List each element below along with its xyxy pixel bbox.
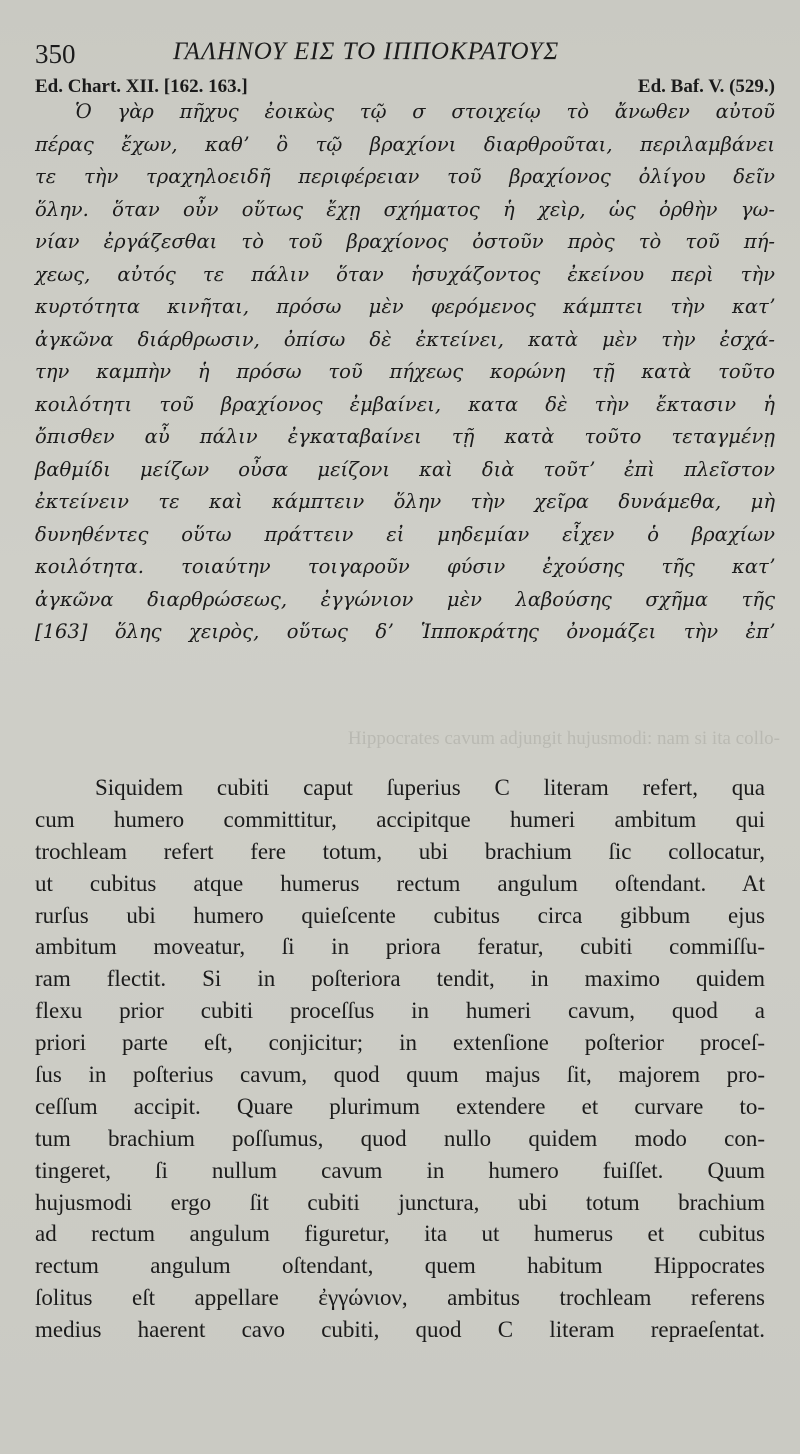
greek-line: ἐκτείνειν τε καὶ κάμπτειν ὅλην τὴν χεῖρα δυνάμεθα, μὴ bbox=[35, 490, 775, 513]
latin-line: trochleam refert fere totum, ubi brachium ſic collocatur, bbox=[35, 838, 765, 864]
greek-line: πέρας ἔχων, καθʼ ὃ τῷ βραχίονι διαρθροῦται, περιλαμβάνει bbox=[35, 132, 775, 156]
latin-line: tum brachium poſſumus, quod nullo quidem modo con- bbox=[35, 1125, 765, 1151]
latin-line: flexu prior cubiti proceſſus in humeri cavum, quod a bbox=[35, 998, 765, 1024]
greek-line: κοιλότητα. τοιαύτην τοιγαροῦν φύσιν ἐχούσης τῆς κατʼ bbox=[35, 555, 775, 578]
running-title: ΓΑΛΗΝΟΥ ΕΙΣ ΤΟ ΙΠΠΟΚΡΑΤΟΥΣ bbox=[173, 38, 560, 65]
greek-line: βαθμίδι μείζων οὖσα μείζονι καὶ διὰ τοῦτʼ ἐπὶ πλεῖστον bbox=[35, 457, 775, 481]
greek-line: Ὁ γὰρ πῆχυς ἐοικὼς τῷ σ στοιχείῳ τὸ ἄνωθεν αὐτοῦ bbox=[75, 100, 775, 123]
page-number: 350 bbox=[35, 39, 76, 69]
latin-line: ram flectit. Si in poſteriora tendit, in maximo quidem bbox=[35, 966, 765, 992]
edition-reference-chartier: Ed. Chart. XII. [162. 163.] bbox=[35, 76, 248, 97]
greek-text-block bbox=[35, 96, 775, 649]
greek-line: δυνηθέντες οὕτω πράττειν εἰ μηδεμίαν εἶχεν ὁ βραχίων bbox=[35, 522, 775, 546]
page-header bbox=[35, 34, 780, 74]
greek-line: τε τὴν τραχηλοειδῆ περιφέρειαν τοῦ βραχίονος ὀλίγου δεῖν bbox=[35, 165, 775, 188]
greek-line: [163] ὅλης χειρὸς, οὕτως δʼ Ἱπποκράτης ὀνομάζει τὴν ἐπʼ bbox=[35, 620, 775, 643]
greek-line: νίαν ἐργάζεσθαι τὸ τοῦ βραχίονος ὀστοῦν πρὸς τὸ τοῦ πή- bbox=[35, 230, 775, 253]
latin-line: tingeret, ſi nullum cavum in humero fuiſſet. Quum bbox=[35, 1157, 765, 1183]
latin-line: rectum angulum oſtendant, quem habitum Hippocrates bbox=[35, 1253, 765, 1279]
greek-line: κοιλότητι τοῦ βραχίονος ἐμβαίνει, κατα δὲ τὴν ἔκτασιν ἡ bbox=[35, 392, 775, 416]
greek-line: την καμπὴν ἡ πρόσω τοῦ πήχεως κορώνη τῇ κατὰ τοῦτο bbox=[35, 360, 775, 383]
greek-line: κυρτότητα κινῆται, πρόσω μὲν φερόμενος κάμπτει τὴν κατʼ bbox=[35, 295, 775, 318]
latin-text-block bbox=[35, 772, 765, 1346]
greek-line: ὅλην. ὅταν οὖν οὕτως ἔχῃ σχήματος ἡ χεὶρ, ὡς ὀρθὴν γω- bbox=[35, 197, 775, 221]
latin-line: medius haerent cavo cubiti, quod C literam repraeſentat. bbox=[35, 1317, 765, 1343]
bleed-through-text: Hippocrates cavum adjungit hujusmodi: nam si ita collo- bbox=[347, 728, 780, 749]
latin-line: ſolitus eſt appellare ἐγγώνιον, ambitus trochleam referens bbox=[35, 1285, 765, 1311]
greek-line: ἀγκῶνα διάρθρωσιν, ὀπίσω δὲ ἐκτείνει, κατὰ μὲν τὴν ἐσχά- bbox=[35, 327, 775, 351]
edition-reference-basel: Ed. Baf. V. (529.) bbox=[637, 76, 775, 97]
latin-line: Siquidem cubiti caput ſuperius C literam refert, qua bbox=[95, 775, 765, 800]
latin-line: ad rectum angulum figuretur, ita ut humerus et cubitus bbox=[35, 1221, 765, 1247]
latin-line: ſus in poſterius cavum, quod quum majus ſit, majorem pro- bbox=[35, 1062, 765, 1088]
latin-line: ambitum moveatur, ſi in priora feratur, cubiti commiſſu- bbox=[35, 934, 765, 960]
latin-line: hujusmodi ergo ſit cubiti junctura, ubi totum brachium bbox=[35, 1189, 765, 1215]
greek-line: ἀγκῶνα διαρθρώσεως, ἐγγώνιον μὲν λαβούσης σχῆμα τῆς bbox=[35, 587, 775, 611]
latin-line: ut cubitus atque humerus rectum angulum oſtendant. At bbox=[35, 870, 765, 896]
latin-line: rurſus ubi humero quieſcente cubitus circa gibbum ejus bbox=[35, 902, 765, 928]
latin-line: cum humero committitur, accipitque humeri ambitum qui bbox=[35, 806, 765, 832]
latin-line: ceſſum accipit. Quare plurimum extendere et curvare to- bbox=[35, 1093, 765, 1119]
latin-line: priori parte eſt, conjicitur; in extenſione poſterior proceſ- bbox=[35, 1030, 765, 1056]
greek-line: χεως, αὐτός τε πάλιν ὅταν ἡσυχάζοντος ἐκείνου περὶ τὴν bbox=[35, 262, 775, 286]
greek-line: ὄπισθεν αὖ πάλιν ἐγκαταβαίνει τῇ κατὰ τοῦτο τεταγμένῃ bbox=[35, 425, 775, 448]
